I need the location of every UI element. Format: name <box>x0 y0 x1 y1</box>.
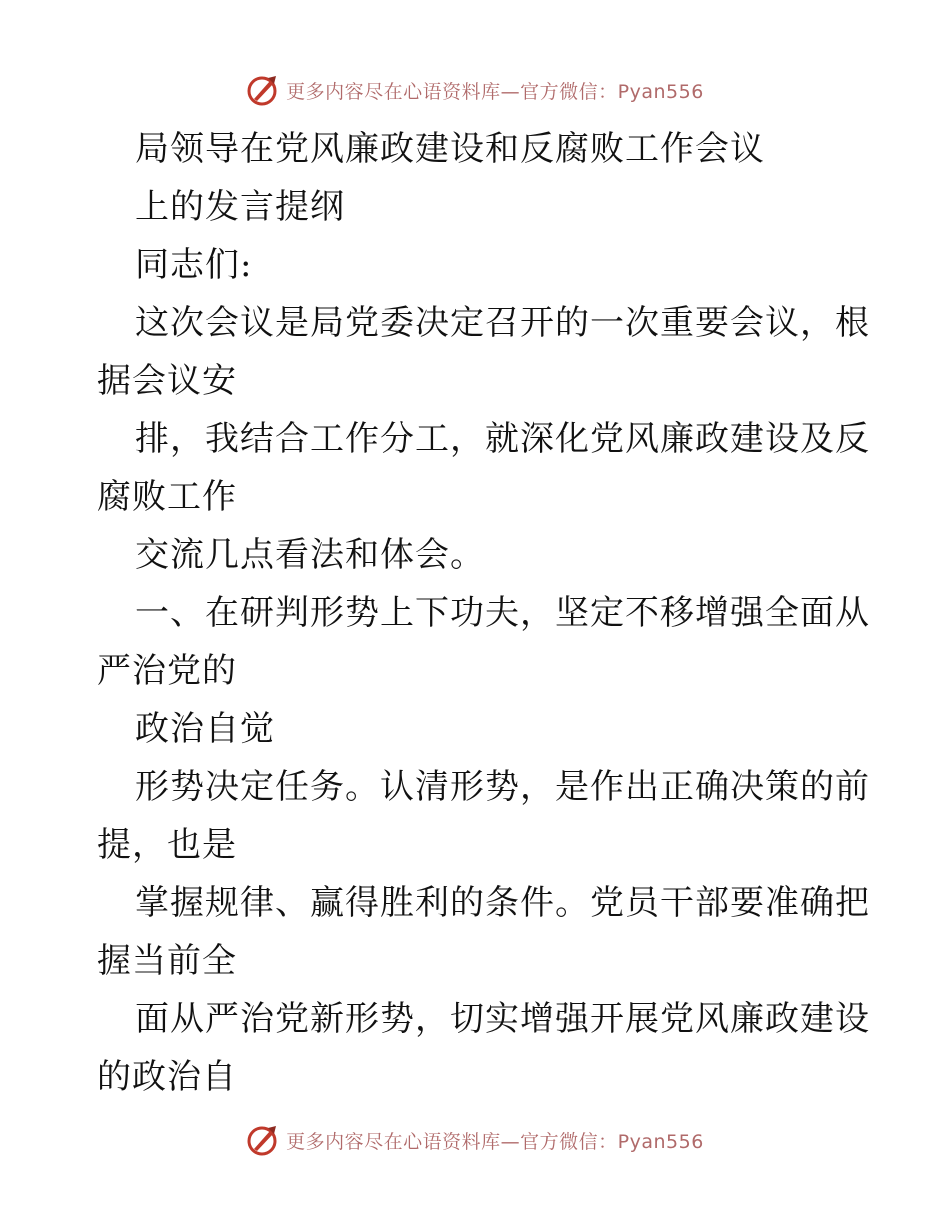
doc-line: 面从严治党新形势，切实增强开展党风廉政建设 <box>135 999 870 1039</box>
footer-banner-text: 更多内容尽在心语资料库—官方微信：Pyan556 <box>286 1130 704 1153</box>
doc-line: 的政治自 <box>97 1057 237 1097</box>
doc-line: 严治党的 <box>97 651 237 691</box>
quill-logo-icon <box>246 1123 280 1157</box>
doc-line: 握当前全 <box>97 941 237 981</box>
doc-line-title-2: 上的发言提纲 <box>135 187 345 227</box>
doc-line-salutation: 同志们: <box>135 245 253 285</box>
doc-line-title-1: 局领导在党风廉政建设和反腐败工作会议 <box>135 129 765 169</box>
doc-line: 这次会议是局党委决定召开的一次重要会议，根 <box>135 303 870 343</box>
header-banner-text: 更多内容尽在心语资料库—官方微信：Pyan556 <box>286 80 704 103</box>
doc-line: 掌握规律、赢得胜利的条件。党员干部要准确把 <box>135 883 870 923</box>
header-banner <box>0 70 950 110</box>
footer-banner <box>0 1120 950 1160</box>
document-body <box>97 120 870 1106</box>
doc-line: 政治自觉 <box>135 709 275 749</box>
doc-line: 腐败工作 <box>97 477 237 517</box>
quill-logo-icon <box>246 73 280 107</box>
doc-line: 排，我结合工作分工，就深化党风廉政建设及反 <box>135 419 870 459</box>
doc-line: 据会议安 <box>97 361 237 401</box>
doc-line: 形势决定任务。认清形势，是作出正确决策的前 <box>135 767 870 807</box>
doc-line: 交流几点看法和体会。 <box>135 535 485 575</box>
doc-line-heading: 一、在研判形势上下功夫，坚定不移增强全面从 <box>135 593 870 633</box>
doc-line: 提，也是 <box>97 825 237 865</box>
